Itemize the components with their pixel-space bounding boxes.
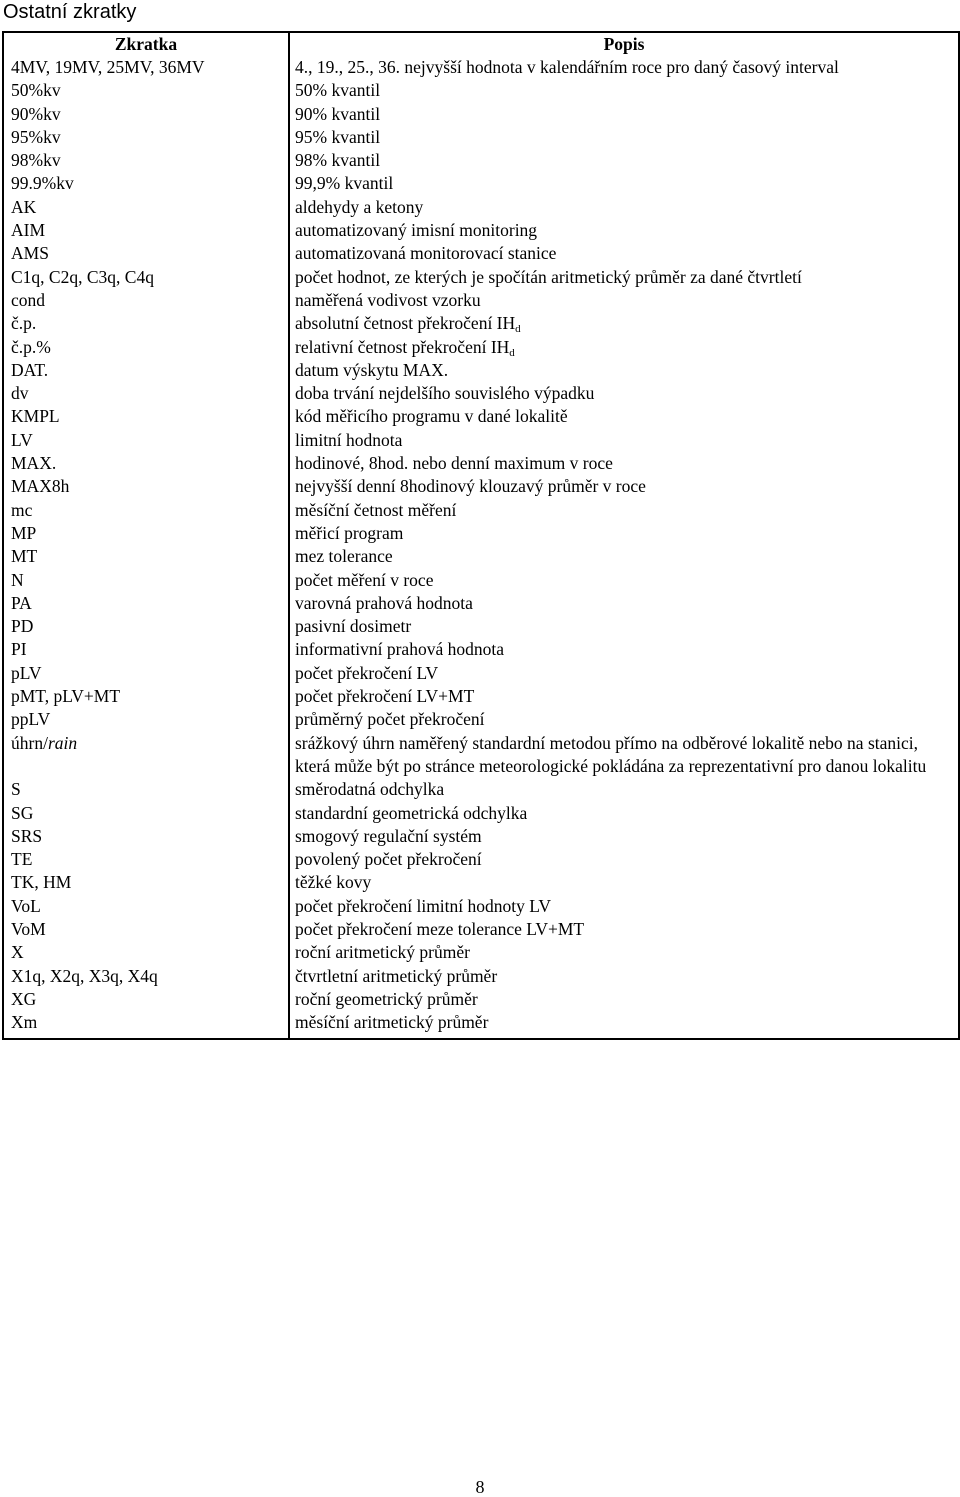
abbreviation-cell [3, 592, 289, 615]
abbreviation-cell [3, 79, 289, 102]
table-row [3, 79, 959, 102]
table-row [3, 522, 959, 545]
abbreviation-text: XG [11, 988, 37, 1009]
abbreviation-text: MP [11, 522, 37, 543]
abbreviation-cell [3, 382, 289, 405]
description-cell [289, 149, 959, 172]
abbreviation-text: 95%kv [11, 126, 61, 147]
table-row [3, 662, 959, 685]
description-text: srážkový úhrn naměřený standardní metodou přímo na odběrové lokalitě nebo na stanici, která může být po stránce meteorologické pokládána za reprezentativní pro danou lokalitu [295, 732, 927, 776]
table-row [3, 196, 959, 219]
description-cell [289, 359, 959, 382]
description-text: měsíční aritmetický průměr [295, 1012, 489, 1033]
abbreviation-cell [3, 569, 289, 592]
table-row [3, 778, 959, 801]
abbreviation-text: DAT. [11, 359, 49, 380]
description-cell [289, 103, 959, 126]
abbreviation-cell [3, 941, 289, 964]
description-cell [289, 336, 959, 359]
description-cell [289, 592, 959, 615]
subscript-text: d [509, 346, 515, 359]
description-text: 98% kvantil [295, 150, 381, 171]
description-cell [289, 941, 959, 964]
abbreviation-cell [3, 499, 289, 522]
abbreviation-cell [3, 615, 289, 638]
description-text: nejvyšší denní 8hodinový klouzavý průměr v roce [295, 476, 646, 497]
description-cell [289, 1011, 959, 1039]
table-row [3, 685, 959, 708]
abbreviation-text: Xm [11, 1012, 38, 1033]
description-text: směrodatná odchylka [295, 779, 445, 800]
abbreviation-text: mc [11, 499, 33, 520]
abbreviation-text: MAX8h [11, 476, 70, 497]
description-text: počet měření v roce [295, 569, 434, 590]
table-row [3, 219, 959, 242]
abbreviation-text: cond [11, 289, 46, 310]
abbreviation-cell [3, 848, 289, 871]
description-text: počet překročení limitní hodnoty LV [295, 895, 551, 916]
description-text: smogový regulační systém [295, 825, 482, 846]
abbreviation-cell [3, 708, 289, 731]
description-text: měřicí program [295, 522, 404, 543]
description-text: 90% kvantil [295, 103, 381, 124]
description-cell [289, 312, 959, 335]
page-number: 8 [475, 1477, 485, 1497]
table-row [3, 615, 959, 638]
table-row [3, 918, 959, 941]
abbreviation-cell [3, 545, 289, 568]
description-cell [289, 638, 959, 661]
description-cell [289, 545, 959, 568]
description-cell [289, 452, 959, 475]
description-cell [289, 848, 959, 871]
abbreviation-cell [3, 778, 289, 801]
table-row [3, 825, 959, 848]
description-text: roční aritmetický průměr [295, 942, 470, 963]
table-row [3, 708, 959, 731]
abbreviation-cell [3, 732, 289, 779]
abbreviation-text: X1q, X2q, X3q, X4q [11, 965, 158, 986]
abbreviation-text: MAX. [11, 453, 57, 474]
description-cell [289, 988, 959, 1011]
table-row [3, 429, 959, 452]
abbreviation-cell [3, 196, 289, 219]
description-cell [289, 219, 959, 242]
description-text: počet překročení meze tolerance LV+MT [295, 918, 585, 939]
description-text: datum výskytu MAX. [295, 359, 449, 380]
abbreviation-cell [3, 871, 289, 894]
description-cell [289, 242, 959, 265]
table-row [3, 965, 959, 988]
abbreviation-cell [3, 475, 289, 498]
table-row [3, 172, 959, 195]
description-text: průměrný počet překročení [295, 709, 485, 730]
abbreviation-cell [3, 429, 289, 452]
description-text: těžké kovy [295, 872, 372, 893]
description-text: počet překročení LV+MT [295, 686, 475, 707]
table-row [3, 382, 959, 405]
table-row [3, 545, 959, 568]
description-text: automatizovaná monitorovací stanice [295, 243, 557, 264]
description-cell [289, 615, 959, 638]
table-row [3, 289, 959, 312]
description-text: povolený počet překročení [295, 849, 482, 870]
table-row [3, 359, 959, 382]
abbreviations-table [2, 31, 960, 1040]
table-header-row [3, 32, 959, 56]
section-heading: Ostatní zkratky [3, 1, 137, 23]
table-row [3, 405, 959, 428]
abbreviation-cell [3, 405, 289, 428]
abbreviation-cell [3, 988, 289, 1011]
description-cell [289, 895, 959, 918]
table-row [3, 638, 959, 661]
description-text: standardní geometrická odchylka [295, 802, 528, 823]
abbreviation-text: VoM [11, 918, 46, 939]
abbreviation-text: úhrn/ [11, 732, 48, 753]
description-cell [289, 522, 959, 545]
abbreviation-text: 98%kv [11, 150, 61, 171]
table-row [3, 802, 959, 825]
abbreviation-cell [3, 918, 289, 941]
table-row [3, 242, 959, 265]
abbreviation-text: 4MV, 19MV, 25MV, 36MV [11, 57, 205, 77]
abbreviation-cell [3, 662, 289, 685]
description-cell [289, 871, 959, 894]
abbreviation-cell [3, 289, 289, 312]
description-cell [289, 802, 959, 825]
description-cell [289, 429, 959, 452]
table-row [3, 499, 959, 522]
abbreviation-text: AMS [11, 243, 49, 264]
table-row [3, 149, 959, 172]
table-row [3, 312, 959, 335]
abbreviation-cell [3, 126, 289, 149]
table-row [3, 56, 959, 79]
abbreviation-cell [3, 359, 289, 382]
description-cell [289, 708, 959, 731]
description-cell [289, 778, 959, 801]
abbreviation-text: dv [11, 383, 29, 404]
table-row [3, 126, 959, 149]
subscript-text: d [515, 323, 521, 336]
abbreviation-text: č.p. [11, 313, 37, 334]
abbreviation-text: C1q, C2q, C3q, C4q [11, 266, 154, 287]
abbreviation-cell [3, 149, 289, 172]
description-cell [289, 172, 959, 195]
description-text: počet hodnot, ze kterých je spočítán aritmetický průměr za dané čtvrtletí [295, 266, 802, 287]
description-cell [289, 569, 959, 592]
description-text: relativní četnost překročení IH [295, 336, 510, 357]
abbreviation-cell [3, 336, 289, 359]
table-row [3, 266, 959, 289]
table-row [3, 103, 959, 126]
abbreviation-cell [3, 685, 289, 708]
table-body [3, 56, 959, 1039]
column-header-description: Popis [603, 34, 645, 54]
abbreviation-italic-text: rain [47, 732, 78, 753]
description-cell [289, 126, 959, 149]
description-text: doba trvání nejdelšího souvislého výpadku [295, 383, 595, 404]
description-cell [289, 196, 959, 219]
description-text: mez tolerance [295, 546, 393, 567]
description-text: 95% kvantil [295, 126, 381, 147]
description-text: 4., 19., 25., 36. nejvyšší hodnota v kalendářním roce pro daný časový interval [295, 57, 839, 77]
abbreviation-text: č.p.% [11, 336, 51, 357]
description-cell [289, 289, 959, 312]
description-text: limitní hodnota [295, 429, 403, 450]
description-text: automatizovaný imisní monitoring [295, 220, 538, 241]
abbreviation-text: PI [11, 639, 27, 660]
table-row [3, 895, 959, 918]
description-text: 99,9% kvantil [295, 173, 394, 194]
table-row [3, 1011, 959, 1039]
description-text: kód měřicího programu v dané lokalitě [295, 406, 568, 427]
abbreviation-text: ppLV [11, 709, 51, 730]
description-cell [289, 918, 959, 941]
description-text: 50% kvantil [295, 80, 381, 101]
description-cell [289, 499, 959, 522]
abbreviation-cell [3, 802, 289, 825]
abbreviation-text: 99.9%kv [11, 173, 74, 194]
table-row [3, 871, 959, 894]
abbreviation-text: AK [11, 196, 37, 217]
table-row [3, 848, 959, 871]
description-text: absolutní četnost překročení IH [295, 313, 516, 334]
description-text: hodinové, 8hod. nebo denní maximum v roce [295, 453, 613, 474]
description-cell [289, 685, 959, 708]
description-cell [289, 965, 959, 988]
abbreviation-text: SRS [11, 825, 43, 846]
abbreviation-text: VoL [11, 895, 41, 916]
abbreviation-text: pLV [11, 662, 42, 683]
abbreviation-cell [3, 825, 289, 848]
abbreviation-cell [3, 638, 289, 661]
description-text: informativní prahová hodnota [295, 639, 504, 660]
description-cell [289, 405, 959, 428]
abbreviation-text: MT [11, 546, 38, 567]
abbreviation-cell [3, 965, 289, 988]
description-text: varovná prahová hodnota [295, 592, 473, 613]
column-header-abbreviation: Zkratka [3, 32, 289, 56]
description-cell [289, 382, 959, 405]
description-cell [289, 475, 959, 498]
description-cell [289, 662, 959, 685]
table-row [3, 988, 959, 1011]
abbreviation-text: X [11, 942, 24, 963]
table-row [3, 569, 959, 592]
abbreviation-cell [3, 172, 289, 195]
description-text: aldehydy a ketony [295, 196, 424, 217]
abbreviation-text: KMPL [11, 406, 60, 427]
abbreviation-text: TE [11, 849, 33, 870]
abbreviation-cell [3, 1011, 289, 1039]
abbreviation-text: N [11, 569, 24, 590]
abbreviation-cell [3, 219, 289, 242]
abbreviation-text: S [11, 779, 21, 800]
abbreviation-text: 90%kv [11, 103, 61, 124]
description-cell [289, 79, 959, 102]
abbreviation-text: TK, HM [11, 872, 72, 893]
abbreviation-cell [3, 895, 289, 918]
abbreviation-cell [3, 103, 289, 126]
abbreviation-cell [3, 266, 289, 289]
description-text: roční geometrický průměr [295, 988, 478, 1009]
description-cell [289, 266, 959, 289]
abbreviation-cell [3, 242, 289, 265]
abbreviation-text: 50%kv [11, 80, 61, 101]
abbreviation-text: PA [11, 592, 32, 613]
description-cell [289, 56, 959, 79]
table-row [3, 732, 959, 779]
description-text: měsíční četnost měření [295, 499, 457, 520]
table-row [3, 475, 959, 498]
table-row [3, 592, 959, 615]
abbreviation-cell [3, 56, 289, 79]
abbreviation-text: SG [11, 802, 34, 823]
abbreviation-text: LV [11, 429, 33, 450]
abbreviation-cell [3, 452, 289, 475]
description-text: naměřená vodivost vzorku [295, 289, 481, 310]
description-text: čtvrtletní aritmetický průměr [295, 965, 498, 986]
description-cell [289, 825, 959, 848]
abbreviation-text: AIM [11, 220, 46, 241]
table-row [3, 941, 959, 964]
abbreviation-text: pMT, pLV+MT [11, 686, 121, 707]
abbreviation-text: PD [11, 616, 34, 637]
table-row [3, 336, 959, 359]
description-text: počet překročení LV [295, 662, 439, 683]
abbreviation-cell [3, 312, 289, 335]
abbreviation-cell [3, 522, 289, 545]
description-cell [289, 732, 959, 779]
description-text: pasivní dosimetr [295, 616, 412, 637]
table-row [3, 452, 959, 475]
